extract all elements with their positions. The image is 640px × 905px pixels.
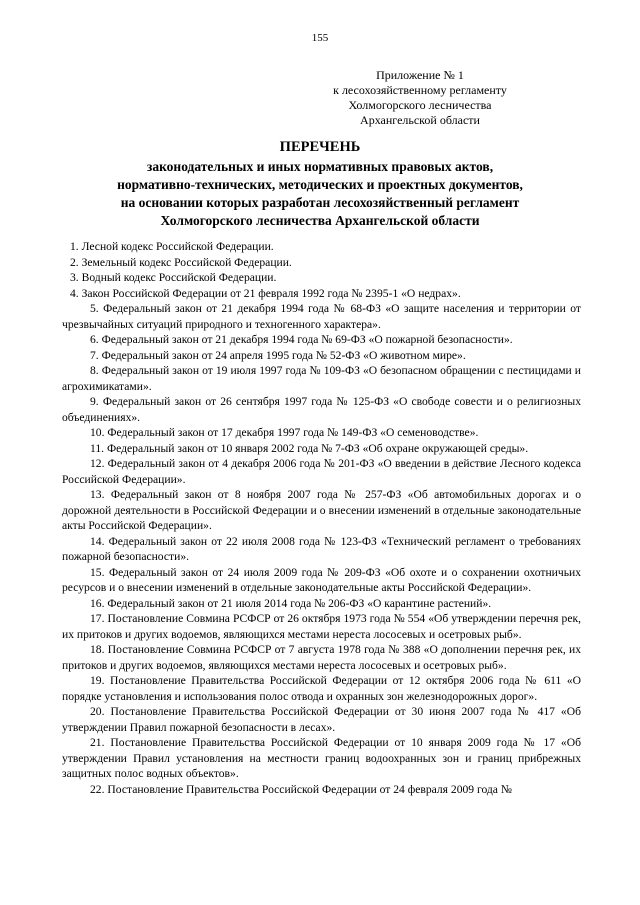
appendix-line: Архангельской области [360, 113, 480, 127]
document-list [62, 239, 581, 797]
list-item: 1. Лесной кодекс Российской Федерации. [70, 240, 274, 253]
list-item: 15. Федеральный закон от 24 июля 2009 года № 209-ФЗ «Об охоте и о сохранении охотничьих ресурсов и о внесении изменений в отдельные законодательные акты Российской Федерации». [62, 565, 581, 594]
list-item: 10. Федеральный закон от 17 декабря 1997 года № 149-ФЗ «О семеноводстве». [90, 426, 479, 439]
list-item: 16. Федеральный закон от 21 июля 2014 года № 206-ФЗ «О карантине растений». [90, 596, 492, 610]
list-item: 8. Федеральный закон от 19 июля 1997 года № 109-ФЗ «О безопасном обращении с пестицидами и агрохимикатами». [62, 364, 581, 393]
appendix-line: Приложение № 1 [376, 68, 464, 82]
list-item: 17. Постановление Совмина РСФСР от 26 октября 1973 года № 554 «Об утверждении перечня рек, их притоков и других водоемов, являющихся местами нереста лососевых и осетровых рыб». [62, 612, 581, 641]
page-number: 155 [311, 32, 329, 44]
list-item: 21. Постановление Правительства Российской Федерации от 10 января 2009 года № 17 «Об утверждении Правил установления на местности границ водоохранных зон и границ прибрежных защитных полос водных объектов». [62, 736, 581, 780]
list-item: 19. Постановление Правительства Российской Федерации от 12 октября 2006 года № 611 «О порядке установления и использования полос отвода и охранных зон железнодорожных дорог». [62, 674, 581, 703]
list-item: 2. Земельный кодекс Российской Федерации. [70, 255, 292, 269]
list-item: 14. Федеральный закон от 22 июля 2008 года № 123-ФЗ «Технический регламент о требованиях пожарной безопасности». [62, 534, 581, 563]
list-item: 7. Федеральный закон от 24 апреля 1995 года № 52-ФЗ «О животном мире». [90, 348, 466, 362]
list-item: 3. Водный кодекс Российской Федерации. [70, 271, 277, 284]
list-item: 11. Федеральный закон от 10 января 2002 года № 7-ФЗ «Об охране окружающей среды». [90, 441, 529, 455]
list-item: 18. Постановление Совмина РСФСР от 7 августа 1978 года № 388 «О дополнении перечня рек, их притоков и других водоемов, являющихся местами нереста лососевых и осетровых рыб». [62, 643, 581, 672]
subtitle-line: на основании которых разработан лесохозяйственный регламент [120, 195, 520, 210]
appendix-line: к лесохозяйственному регламенту [333, 83, 507, 97]
subtitle-line: нормативно-технических, методических и проектных документов, [117, 177, 523, 192]
list-item: 4. Закон Российской Федерации от 21 февраля 1992 года № 2395-1 «О недрах». [70, 286, 461, 300]
document-subtitle [60, 158, 580, 230]
appendix-line: Холмогорского лесничества [348, 98, 492, 112]
list-item: 20. Постановление Правительства Российской Федерации от 30 июня 2007 года № 417 «Об утверждении Правил пожарной безопасности в лесах». [62, 705, 581, 734]
subtitle-line: законодательных и иных нормативных правовых актов, [146, 159, 494, 174]
appendix-block [290, 68, 550, 128]
list-item: 6. Федеральный закон от 21 декабря 1994 года № 69-ФЗ «О пожарной безопасности». [90, 333, 513, 346]
list-item: 5. Федеральный закон от 21 декабря 1994 года № 68-ФЗ «О защите населения и территории от чрезвычайных ситуаций природного и техногенного характера». [62, 302, 581, 331]
subtitle-line: Холмогорского лесничества Архангельской области [160, 213, 480, 228]
document-title: ПЕРЕЧЕНЬ [279, 139, 361, 155]
list-item: 12. Федеральный закон от 4 декабря 2006 года № 201-ФЗ «О введении в действие Лесного кодекса Российской Федерации». [62, 457, 581, 486]
list-item: 22. Постановление Правительства Российской Федерации от 24 февраля 2009 года № [90, 782, 512, 796]
list-item: 9. Федеральный закон от 26 сентября 1997 года № 125-ФЗ «О свободе совести и о религиозных объединениях». [62, 395, 581, 424]
list-item: 13. Федеральный закон от 8 ноября 2007 года № 257-ФЗ «Об автомобильных дорогах и о дорожной деятельности в Российской Федерации и о внесении изменений в отдельные законодательные акты Российской Федерации». [62, 488, 581, 532]
